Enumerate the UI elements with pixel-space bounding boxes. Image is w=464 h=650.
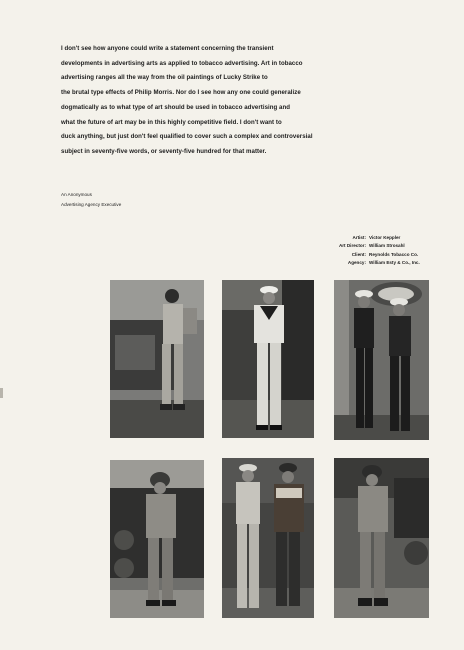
page-edge-mark [0,388,3,398]
credit-row-artist [330,234,420,242]
photo-soldier-jeep [110,280,204,438]
attribution [61,190,121,209]
credit-row-client [330,251,420,259]
photo-paratrooper [334,458,429,618]
credit-label: Agency: [347,260,366,266]
quote-line: dogmatically as to what type of art should be used in tobacco advertising and [61,103,291,111]
credit-value: William Strosahl [369,243,405,249]
credit-label: Client: [351,251,366,257]
photo-tank-crewman [110,460,204,618]
credits-block [330,234,420,268]
photo-sailor-white-uniform [222,280,314,438]
quote-line: I don't see how anyone could write a statement concerning the transient [61,45,274,52]
quote-line: the brutal type effects of Philip Morris. Nor do I see how any one could generalize [61,89,301,97]
credit-row-agency [330,259,420,267]
credit-row-art-director [330,242,420,250]
photo-sailors-on-deck [334,280,429,440]
attribution-line-1: An Anonymous [61,192,92,197]
quote-line: developments in advertising arts as applied to tobacco advertising. Art in tobacco [61,59,303,67]
photo-officer-and-airman [222,458,314,618]
credit-value: William Esty & Co., Inc. [369,260,420,266]
credit-value: Victor Keppler [369,235,401,240]
credit-label: Artist: [352,235,366,240]
quote-line: advertising ranges all the way from the oil paintings of Lucky Strike to [61,74,268,82]
quote-line: duck anything, but just don't feel qualified to cover such a complex and controversial [61,133,313,141]
quote-paragraph [61,42,391,160]
quote-line: what the future of art may be in this highly competitive field. I don't want to [61,118,282,126]
quote-line: subject in seventy-five words, or seventy-five hundred for that matter. [61,147,267,155]
credit-value: Reynolds Tobacco Co. [369,251,419,257]
credit-label: Art Director: [338,243,366,249]
attribution-line-2: Advertising Agency Executive [61,201,122,207]
